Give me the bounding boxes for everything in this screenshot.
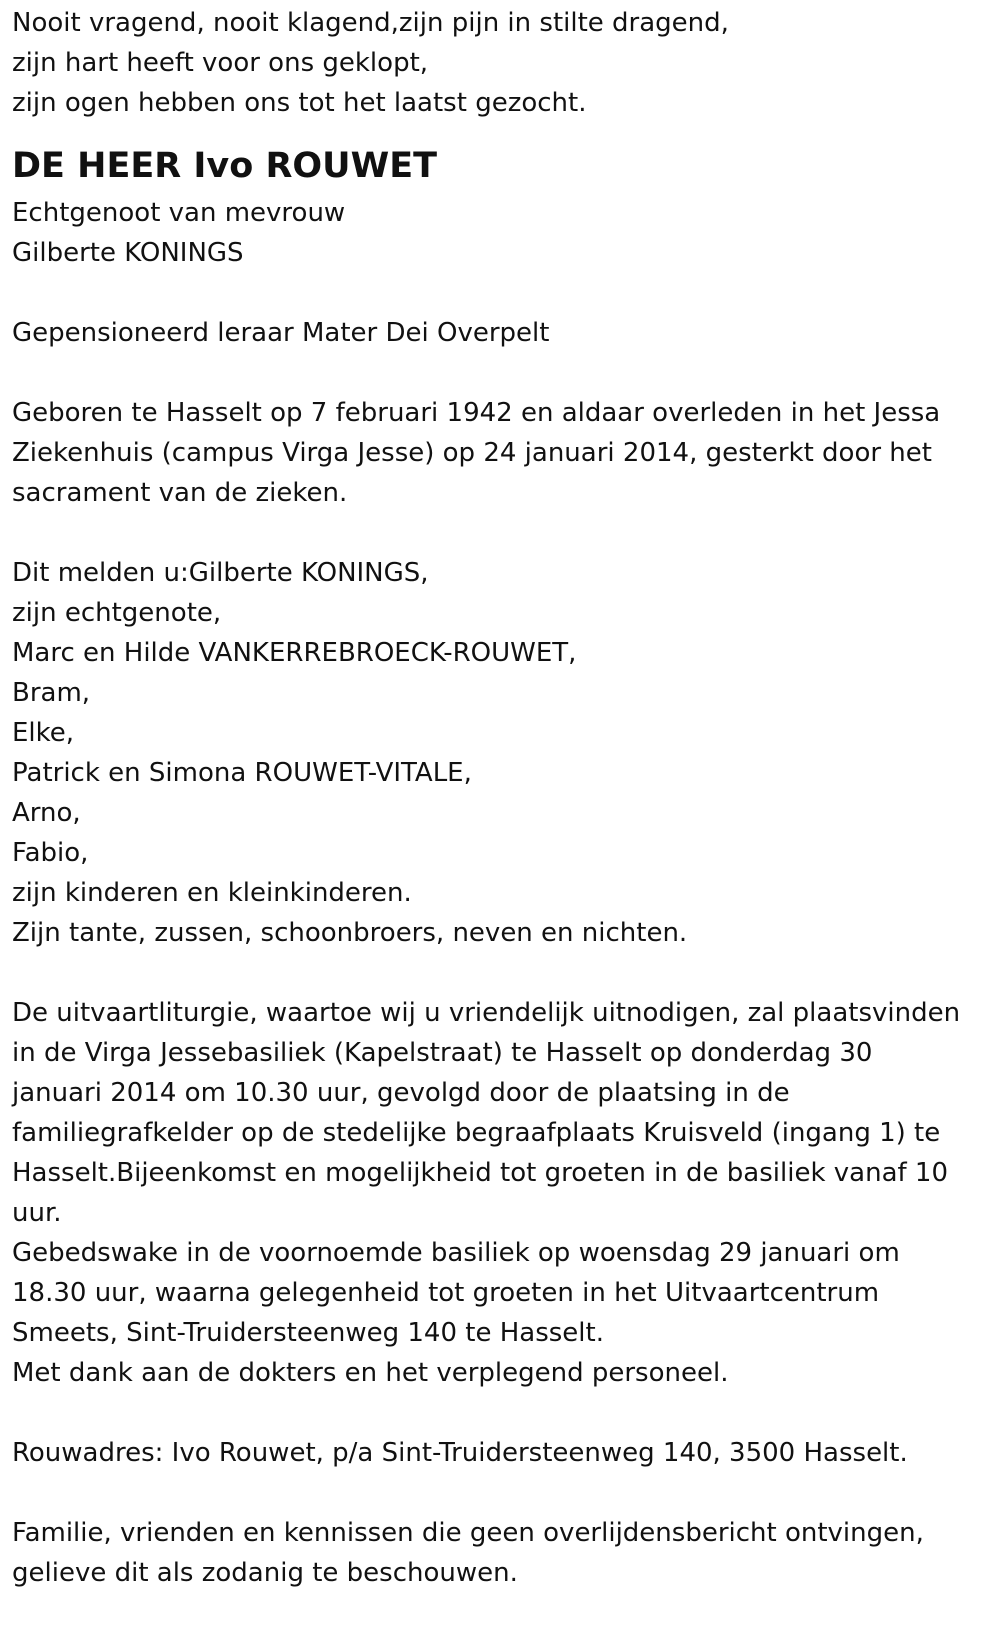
funeral-line: Gebedswake in de voornoemde basiliek op woensdag 29 januari om	[12, 1238, 900, 1268]
closing-line: Familie, vrienden en kennissen die geen overlijdensbericht ontvingen,	[12, 1518, 924, 1548]
family-line: Arno,	[12, 798, 81, 828]
poem-line: zijn ogen hebben ons tot het laatst gezocht.	[12, 88, 587, 118]
family-line: Bram,	[12, 678, 91, 708]
spacer	[12, 953, 988, 993]
funeral-line: familiegrafkelder op de stedelijke begraafplaats Kruisveld (ingang 1) te	[12, 1118, 941, 1148]
funeral-line: Smeets, Sint-Truidersteenweg 140 te Hasselt.	[12, 1318, 604, 1348]
spacer	[12, 1473, 988, 1513]
spouse-line: Echtgenoot van mevrouw	[12, 198, 346, 228]
spouse-line: Gilberte KONINGS	[12, 238, 244, 268]
family-line: Patrick en Simona ROUWET-VITALE,	[12, 758, 472, 788]
poem	[12, 3, 988, 123]
funeral-line: in de Virga Jessebasiliek (Kapelstraat) te Hasselt op donderdag 30	[12, 1038, 873, 1068]
birth-death-line: Ziekenhuis (campus Virga Jesse) op 24 januari 2014, gesterkt door het	[12, 438, 932, 468]
birth-death-line: Geboren te Hasselt op 7 februari 1942 en aldaar overleden in het Jessa	[12, 398, 941, 428]
funeral-line: uur.	[12, 1198, 62, 1228]
funeral-line: januari 2014 om 10.30 uur, gevolgd door de plaatsing in de	[12, 1078, 790, 1108]
funeral-line: Met dank aan de dokters en het verplegend personeel.	[12, 1358, 729, 1388]
mourning-address: Rouwadres: Ivo Rouwet, p/a Sint-Truidersteenweg 140, 3500 Hasselt.	[12, 1438, 908, 1468]
funeral-line: 18.30 uur, waarna gelegenheid tot groeten in het Uitvaartcentrum	[12, 1278, 880, 1308]
family-line: Fabio,	[12, 838, 89, 868]
birth-death-line: sacrament van de zieken.	[12, 478, 348, 508]
deceased-name: DE HEER Ivo ROUWET	[12, 146, 437, 186]
funeral-line: Hasselt.Bijeenkomst en mogelijkheid tot groeten in de basiliek vanaf 10	[12, 1158, 948, 1188]
spacer	[12, 1393, 988, 1433]
family-line: Dit melden u:Gilberte KONINGS,	[12, 558, 429, 588]
closing-section	[12, 1513, 988, 1593]
funeral-line: De uitvaartliturgie, waartoe wij u vriendelijk uitnodigen, zal plaatsvinden	[12, 998, 961, 1028]
birth-death-section	[12, 393, 988, 513]
poem-line: Nooit vragend, nooit klagend,zijn pijn in stilte dragend,	[12, 8, 729, 38]
family-line: zijn echtgenote,	[12, 598, 222, 628]
spacer	[12, 273, 988, 313]
family-line: Marc en Hilde VANKERREBROECK-ROUWET,	[12, 638, 577, 668]
poem-line: zijn hart heeft voor ons geklopt,	[12, 48, 429, 78]
spouse-section	[12, 193, 988, 273]
closing-line: gelieve dit als zodanig te beschouwen.	[12, 1558, 518, 1588]
funeral-section	[12, 993, 988, 1393]
family-line: zijn kinderen en kleinkinderen.	[12, 878, 412, 908]
family-line: Elke,	[12, 718, 75, 748]
occupation: Gepensioneerd leraar Mater Dei Overpelt	[12, 318, 550, 348]
spacer	[12, 513, 988, 553]
family-line: Zijn tante, zussen, schoonbroers, neven en nichten.	[12, 918, 688, 948]
family-section	[12, 553, 988, 953]
spacer	[12, 353, 988, 393]
